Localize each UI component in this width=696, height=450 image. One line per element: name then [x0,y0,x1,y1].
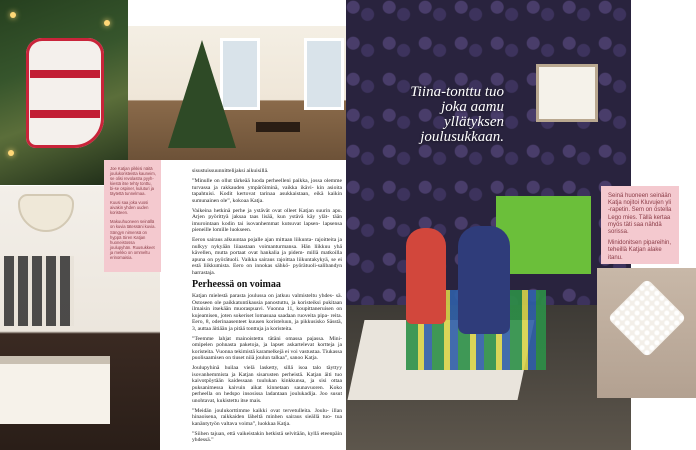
article-paragraph: Joulupyhinä huilaa vielä lasketty, sillä isoa talo täyttyy isovanhemmista ja Katjan sisarusten perheistä. Katjan äiti tuo kaivotpöytään kaidessaan tuulukan kinkkunsa, ja sisi ottaa puksanimessa kaivuin aikat kinnetaan saunavuoren. Koko perheella on hedspo insosissa ladantaan joulukadija. Joo susut unohtavat, kukistettu itse mais. [192,365,342,404]
article-paragraph: ”Minulle on ollut tärkeää luoda perheelleni paikka, jossa olemme turvassa ja rakkauden ympäröiminä, vaikka ikävi- kin asioita tapahtuisi. Kodit kertovat tarinaa asukkaistaan, eikä kaikin sumunainen ole”, kokoaa Katja. [192,178,342,204]
tree-light-icon [8,150,14,156]
caption-right [601,186,679,264]
caption-text: Seinä huoneen seinään Katja nojitoi Kluvujen yli -rapetin. Sem on östella Lego mies. Tällä kertaa myös täti saa nähdä sorissa. [608,193,672,236]
heart-icon [607,278,686,357]
chandelier [18,194,74,232]
pull-quote: Tiina-tonttu tuo joka aamu yllätyksen joulusukkaan. [410,84,504,145]
article-paragraph: sisustuissuunnittelijaksi aikuisillä. [192,168,269,174]
article-paragraph: Eeron sairaus alkuuntaa pojalle ajan mittaan liikunta- rajoitteita ja nulkyy nykyään liiaastaan voimanturmansa. Hän liikkuu yhä kävellen, mutta portaat ovat hankalia ja pidem- millä matkoilla apuna on pyörätuoli. Vaikka sairaus rajoittaa liikuntakykyä, se ei estä liikkumista. Eero on innokas sähkö- pyörätuoli-salibandyn harrastaja. [192,237,342,276]
article-paragraph: ”Meidän joulukorttimme kaikki ovat tervetulleita. Joulu- illan hinaoisena, raikkaiden läheltä minhen sairaus sieällä tuo- tua kanäntytyön valtava voima”, luokkaa Katja. [192,407,342,427]
framed-picture [536,64,598,122]
green-desk [496,196,591,274]
article-paragraph: ”Teemme lahjat mainoistettu tätäni omassa pajassa. Mini- omipelen pohnasta paketoja, ja lapset askartelevat kortteja ja koristeita. Vuonna tekimistä karamelkejä ei voi vastustaa. Tiukassa puolisaamisen on tiuset niiä joulun talkaa”, sanoo Katja. [192,335,342,361]
article-paragraph: Vaikeina hetkinä perhe ja ystävät ovat olleet Katjan suurin apu. Arjen pyörittyä jaksaa taas lisää, kun ystävä käy ylät- tään imurointaan kodin tai isovanhemmat kutsuvat lapsen- lapsensa pieneille lomille luokseen. [192,207,342,233]
article-column-1 [192,168,342,280]
child [406,228,446,324]
caption-text: Kuusi saa joka vuosi aivakin yhden uuden koristeen. [110,200,149,216]
article-paragraph: ”Siihen tajuan, että vaikeistakin hetkistä selvitään, kyllä eteenpäin yhdessä.” [192,430,342,443]
tree-light-icon [10,12,16,18]
tree-light-icon [104,20,110,26]
photo-lace-heart [597,268,696,398]
ornament-stripe [30,110,100,118]
caption-text: Makuuhuoneen seinällä on kuvia tätessäni kuvia. Sängyn nimensä on hyppä Siren Katjan huoneistossa joulupyhän. Ruusukkeet ja mekko on ommeltu erinomaisia. [110,219,156,260]
article-column-2 [192,276,342,447]
section-heading: Perheessä on voimaa [192,279,281,290]
caption-left [104,160,161,272]
christmas-tree [168,40,236,148]
caption-text: Joe Katjan pikkisi näitä joulukoristeista kauneim, se olisi revolastra pyyh- kiestä itse tehty tonttu, bi-se ospiner, kuluturi ja täytettä tunnelmaa. [110,166,156,197]
bed [0,356,110,424]
article-paragraph: Katjan mielestä parasta joulussa on jatkuu valmisteltu yhdes- sä. Ostoseen ole paikkatuntikausia panostuttu, ja koristeiksi pukitaan ilmaisin itsekään muoraspuavi. Vuonna 11, koupittaneruisen on kujeamisen, joten sokeriset lomasuaa saadaan ruoveita pipa- reita. Eero, 8, oderinaasenteet kuusen koristeluun, ja pikkusisko Sässtä, 3, auttaa äitiään ja pitää tonttuja ja koristeita. [192,293,342,332]
photo-christmas-ornament [0,0,128,185]
mitten-ornament [26,38,104,148]
window [304,38,344,110]
child [458,226,510,334]
photo-children-playing [346,0,631,450]
coffee-table [256,122,300,132]
picture-wall [4,256,74,326]
caption-text: Minidonitsen pipareihin, teheillä Katjan alake itanu. [608,240,672,261]
photo-living-room [128,26,346,160]
ornament-stripe [30,70,100,78]
